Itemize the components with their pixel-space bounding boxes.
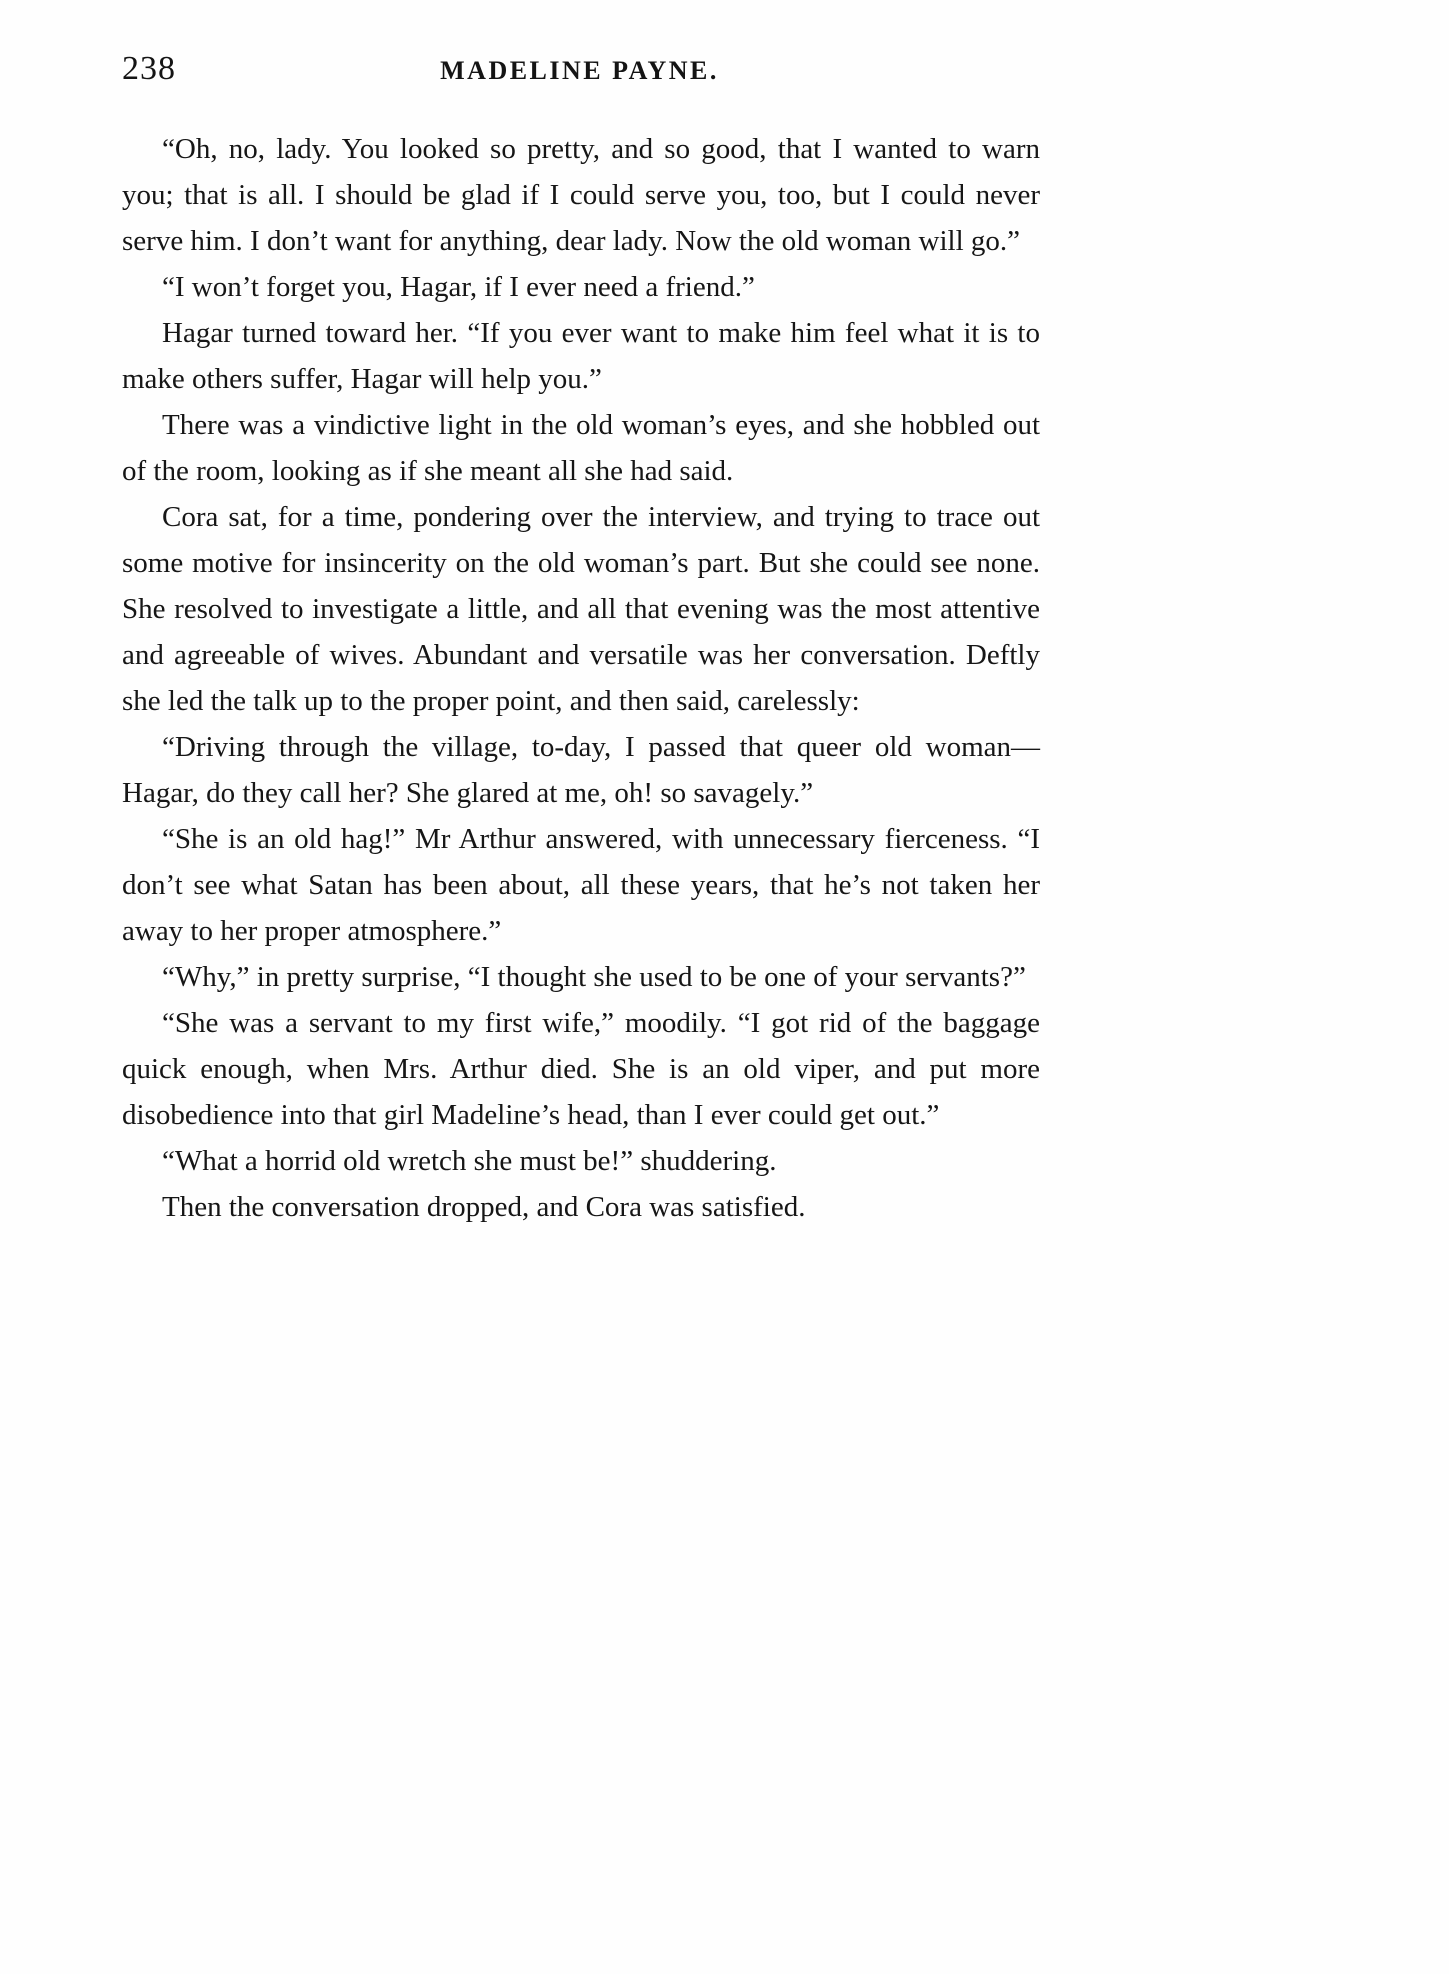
- page-number: 238: [122, 50, 176, 87]
- paragraph: “Oh, no, lady. You looked so pretty, and so good, that I wanted to warn you; that is all. I should be glad if I could serve you, too, but I could never serve him. I don’t want for anything, dear lady. Now the old woman will go.”: [122, 133, 1040, 257]
- page-header: [122, 50, 1037, 94]
- text-block: [122, 126, 1040, 1230]
- paragraph: “I won’t forget you, Hagar, if I ever need a friend.”: [162, 271, 755, 303]
- running-title: MADELINE PAYNE.: [440, 56, 719, 85]
- paragraph: “What a horrid old wretch she must be!” shuddering.: [162, 1145, 777, 1177]
- paragraph: “She was a servant to my first wife,” moodily. “I got rid of the baggage quick enough, when Mrs. Arthur died. She is an old viper, and put more disobedience into that girl Madeline’s head, than I ever could get out.”: [122, 1007, 1040, 1131]
- paragraph: “Why,” in pretty surprise, “I thought she used to be one of your servants?”: [162, 961, 1026, 993]
- paragraph: Hagar turned toward her. “If you ever want to make him feel what it is to make others suffer, Hagar will help you.”: [122, 317, 1040, 395]
- paragraph: Cora sat, for a time, pondering over the interview, and trying to trace out some motive for insincerity on the old woman’s part. But she could see none. She resolved to investigate a little, and all that evening was the most attentive and agreeable of wives. Abundant and versatile was her conversation. Deftly she led the talk up to the proper point, and then said, carelessly:: [122, 501, 1040, 717]
- paragraph: There was a vindictive light in the old woman’s eyes, and she hobbled out of the room, looking as if she meant all she had said.: [122, 409, 1040, 487]
- paragraph: Then the conversation dropped, and Cora was satisfied.: [162, 1191, 806, 1223]
- paragraph: “She is an old hag!” Mr Arthur answered, with unnecessary fierceness. “I don’t see what Satan has been about, all these years, that he’s not taken her away to her proper atmosphere.”: [122, 823, 1040, 947]
- paragraph: “Driving through the village, to-day, I passed that queer old woman—Hagar, do they call her? She glared at me, oh! so savagely.”: [122, 731, 1040, 809]
